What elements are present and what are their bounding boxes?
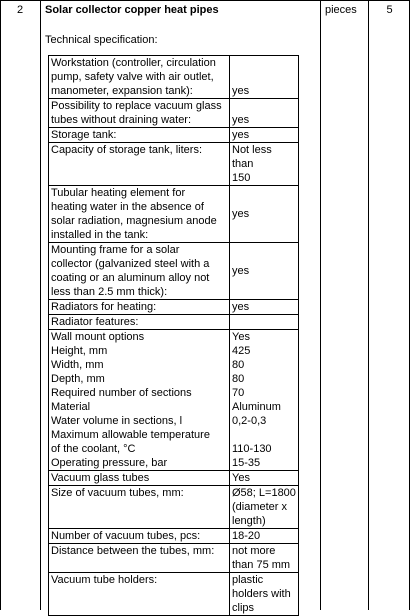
table-row — [49, 400, 299, 414]
table-row — [49, 99, 299, 128]
table-row — [49, 300, 299, 315]
spec-key: Radiators for heating: — [49, 300, 230, 315]
spec-key: Workstation (controller, circulation pump, safety valve with air outlet, manometer, expansion tank): — [49, 56, 230, 99]
table-row — [49, 471, 299, 486]
spec-key: Radiator features: — [49, 315, 230, 330]
table-row — [49, 358, 299, 372]
spec-value: 15-35 — [230, 456, 299, 471]
spec-value: yes — [230, 56, 299, 99]
row-number: 2 — [16, 4, 24, 16]
spec-key: Storage tank: — [49, 128, 230, 143]
spec-value: yes — [230, 128, 299, 143]
spec-value: yes — [230, 243, 299, 300]
table-row — [49, 143, 299, 186]
spec-key: Depth, mm — [49, 372, 230, 386]
spec-key: Wall mount options — [49, 330, 230, 345]
spec-key: Vacuum glass tubes — [49, 471, 230, 486]
spec-key: Operating pressure, bar — [49, 456, 230, 471]
table-row — [49, 486, 299, 529]
spec-value — [230, 315, 299, 330]
table-row — [49, 544, 299, 573]
spec-value: 80 — [230, 372, 299, 386]
spec-value: Ø58; L=1800 (diameter x length) — [230, 486, 299, 529]
table-row — [49, 456, 299, 471]
spec-key: Tubular heating element for heating water in the absence of solar radiation, magnesium anode installed in the tank: — [49, 186, 230, 243]
spec-value: not more than 75 mm — [230, 544, 299, 573]
spec-value: Yes — [230, 471, 299, 486]
table-border-left — [0, 0, 1, 610]
column-divider — [368, 0, 369, 610]
spec-value: 18-20 — [230, 529, 299, 544]
spec-key: Capacity of storage tank, liters: — [49, 143, 230, 186]
spec-value: 425 — [230, 344, 299, 358]
column-divider — [320, 0, 321, 610]
spec-key: Size of vacuum tubes, mm: — [49, 486, 230, 529]
spec-key: Maximum allowable temperature of the coolant, °C — [49, 428, 230, 456]
spec-value: Not less than 150 — [230, 143, 299, 186]
column-divider — [40, 0, 41, 610]
spec-value: 70 — [230, 386, 299, 400]
table-row — [49, 414, 299, 428]
spec-value: yes — [230, 186, 299, 243]
table-row — [49, 428, 299, 456]
spec-key: Width, mm — [49, 358, 230, 372]
spec-key: Mounting frame for a solar collector (galvanized steel with a coating or an aluminum alloy not less than 2.5 mm thick): — [49, 243, 230, 300]
spec-value: plastic holders with clips — [230, 573, 299, 616]
quantity: 5 — [386, 4, 393, 16]
spec-key: Number of vacuum tubes, pcs: — [49, 529, 230, 544]
unit-label: pieces — [325, 4, 357, 16]
table-row — [49, 529, 299, 544]
spec-value: 80 — [230, 358, 299, 372]
spec-label: Technical specification: — [45, 34, 158, 46]
table-row — [49, 315, 299, 330]
spec-key: Vacuum tube holders: — [49, 573, 230, 616]
spec-value: yes — [230, 99, 299, 128]
table-row — [49, 186, 299, 243]
table-row — [49, 243, 299, 300]
item-title: Solar collector copper heat pipes — [45, 4, 219, 16]
spec-key: Possibility to replace vacuum glass tubes without draining water: — [49, 99, 230, 128]
spec-key: Material — [49, 400, 230, 414]
table-border-top — [0, 0, 410, 1]
spec-table — [48, 55, 299, 616]
spec-key: Height, mm — [49, 344, 230, 358]
spec-key: Required number of sections — [49, 386, 230, 400]
table-row — [49, 344, 299, 358]
spec-key: Water volume in sections, l — [49, 414, 230, 428]
spec-value: yes — [230, 300, 299, 315]
spec-key: Distance between the tubes, mm: — [49, 544, 230, 573]
spec-value: 0,2-0,3 — [230, 414, 299, 428]
table-row — [49, 386, 299, 400]
spec-value: Yes — [230, 330, 299, 345]
table-row — [49, 330, 299, 345]
table-border-right — [409, 0, 410, 610]
spec-value: 110-130 — [230, 428, 299, 456]
table-row — [49, 573, 299, 616]
table-row — [49, 372, 299, 386]
table-row — [49, 128, 299, 143]
spec-value: Aluminum — [230, 400, 299, 414]
table-row — [49, 56, 299, 99]
